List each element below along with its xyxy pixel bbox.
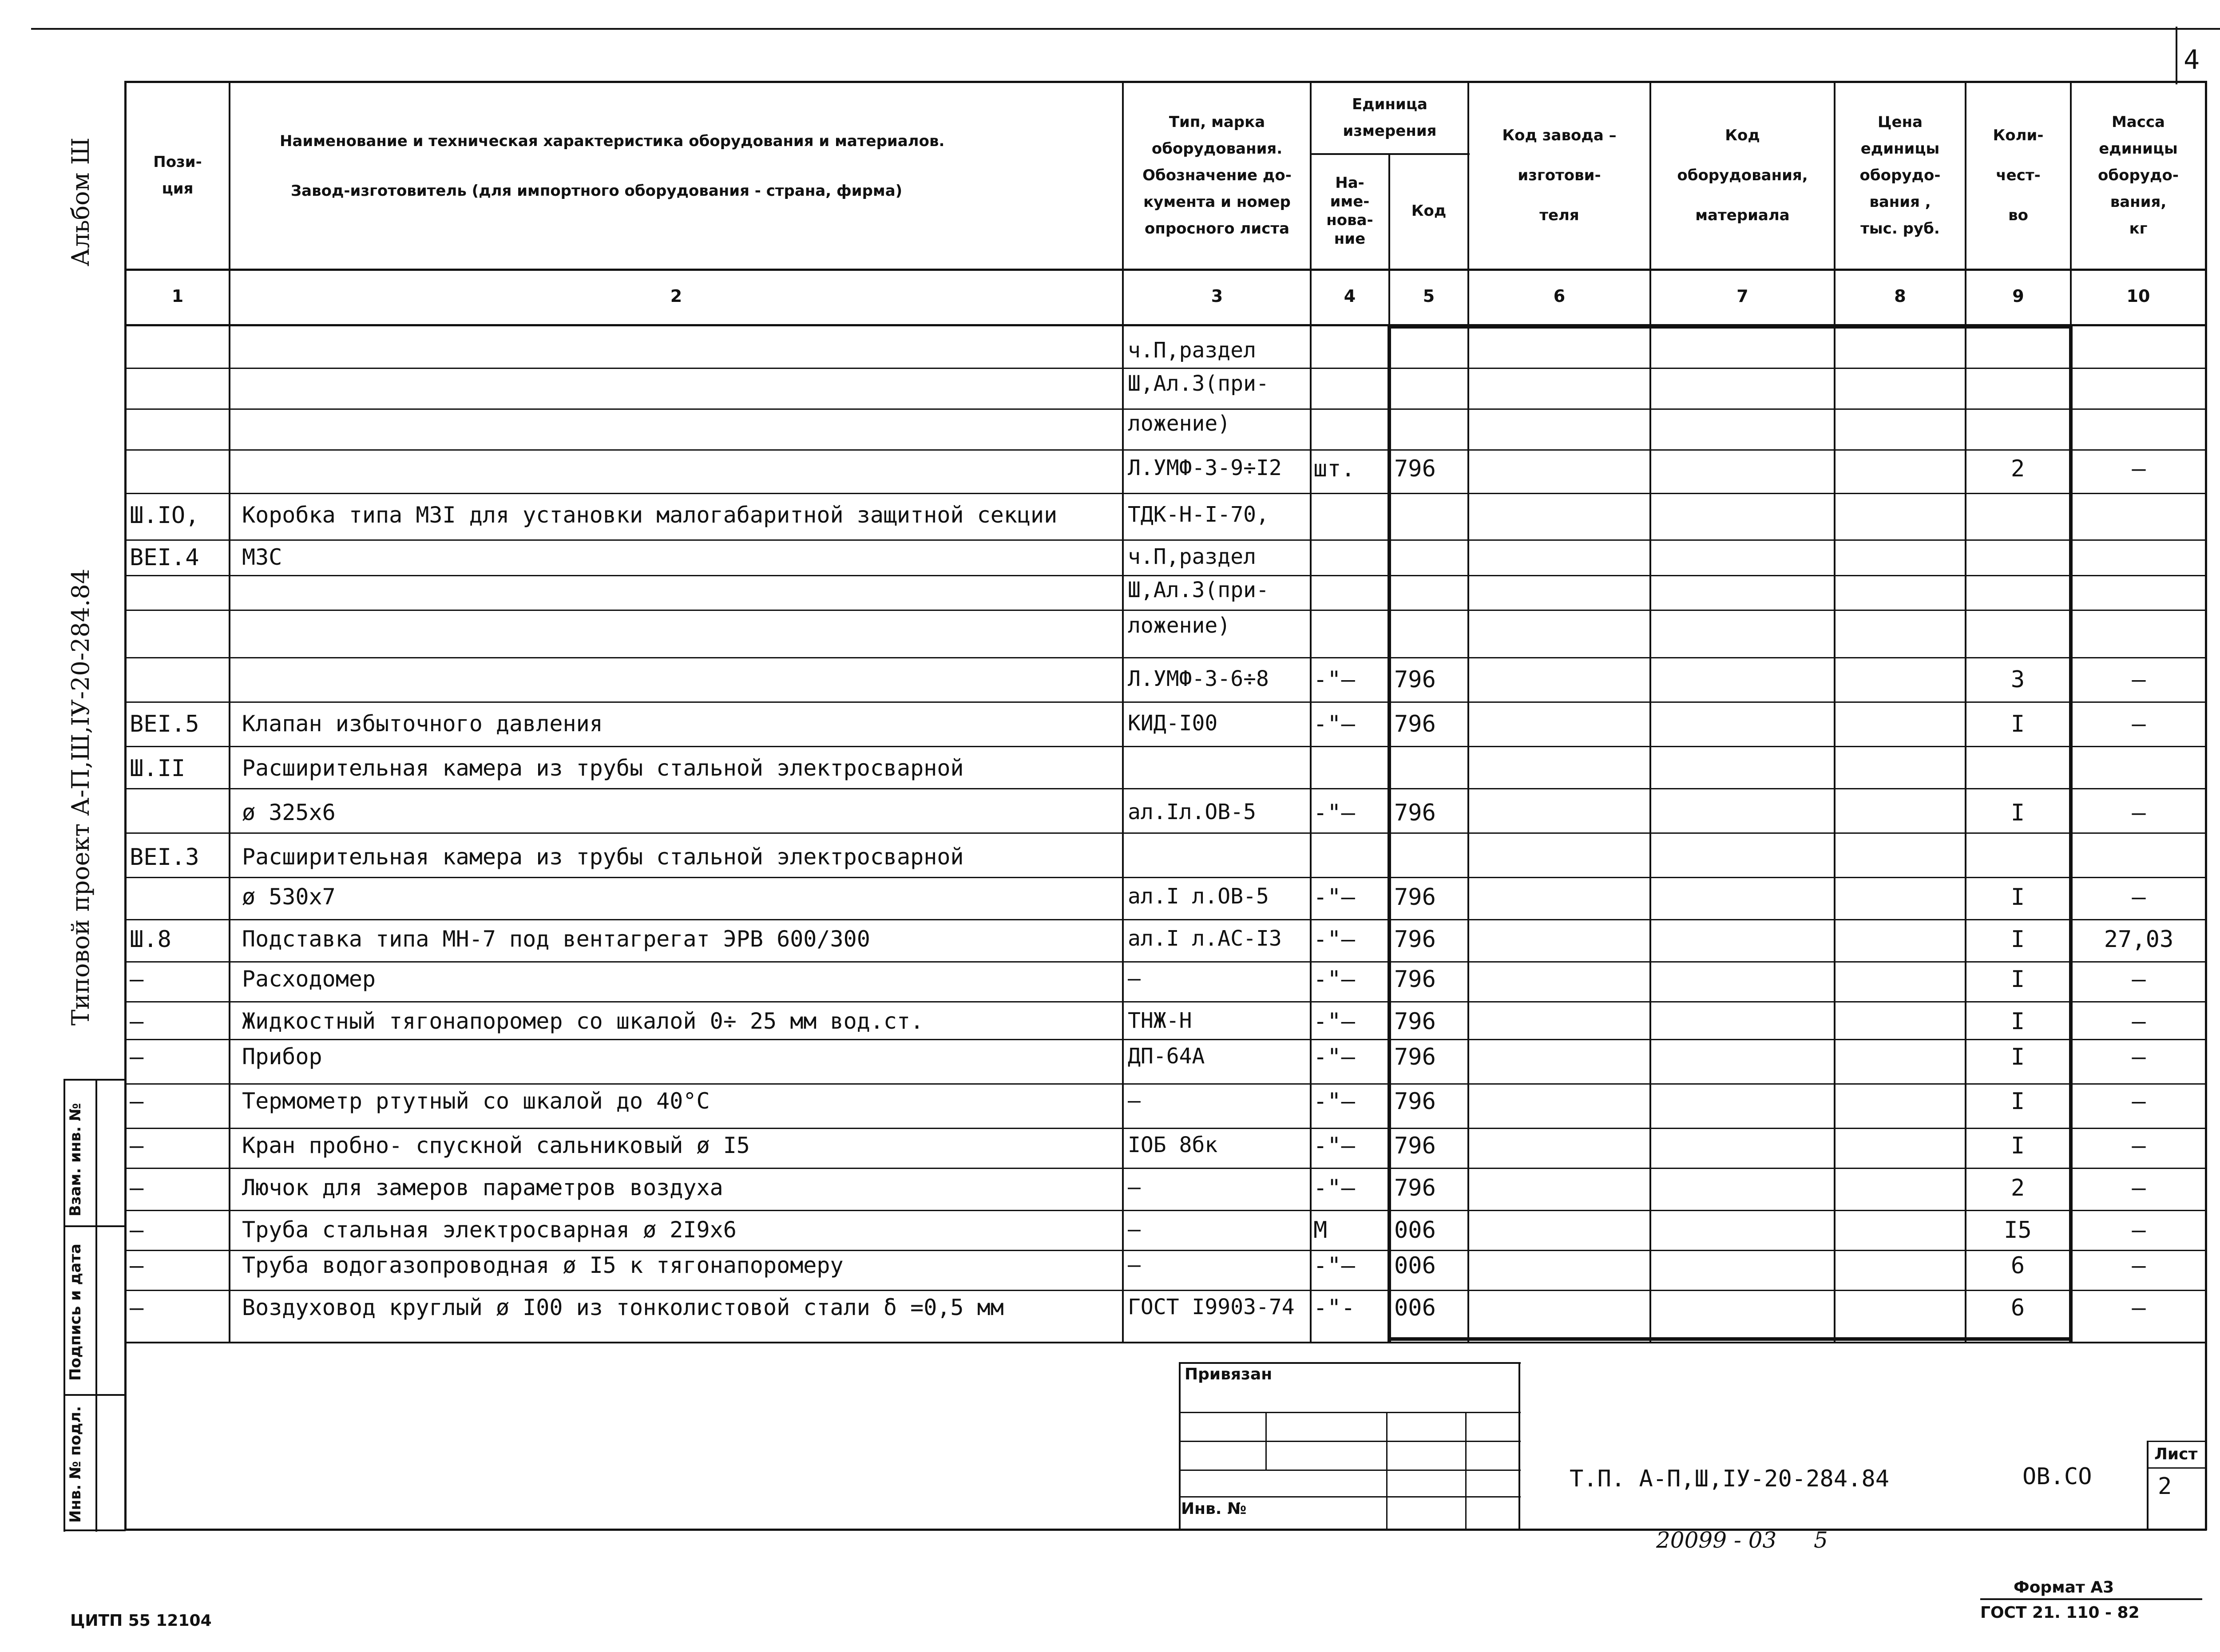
cell-pos: – — [130, 1008, 144, 1035]
colnum-4: 4 — [1344, 286, 1356, 306]
titleblock-row2 — [1179, 1441, 1521, 1442]
colnum-9: 9 — [2012, 286, 2024, 306]
cell-pos: ВЕI.5 — [130, 711, 199, 737]
colnum-5: 5 — [1423, 286, 1435, 306]
project-label: Типовой проект А-П,Ш,IУ-20-284.84 — [67, 568, 95, 1026]
row-divider — [124, 408, 2207, 410]
table-top-line — [124, 81, 2207, 83]
cell-mass: 27,03 — [2104, 926, 2174, 953]
cell-qty: I — [2010, 1088, 2025, 1115]
cell-code: 796 — [1394, 1008, 1436, 1035]
cell-unit: -"– — [1313, 966, 1355, 993]
cell-unit: шт. — [1313, 456, 1355, 482]
cell-name: Расходомер — [242, 966, 376, 992]
cell-name: Клапан избыточного давления — [242, 711, 603, 737]
cell-pos: Ш.IО, — [130, 502, 199, 529]
cell-pos: – — [130, 1252, 144, 1279]
top-border-line — [31, 28, 2220, 30]
cell-type: ТНЖ-Н — [1128, 1008, 1192, 1033]
album-label: Альбом Ш — [67, 137, 95, 266]
cell-type: ложение) — [1128, 411, 1231, 436]
titleblock-col1 — [1265, 1412, 1267, 1470]
cell-code: 796 — [1394, 884, 1436, 911]
cell-mass: – — [2132, 1252, 2146, 1279]
cell-mass: – — [2132, 1295, 2146, 1321]
row-divider — [124, 493, 2207, 494]
cell-name: ø 325х6 — [242, 800, 336, 825]
colnum-10: 10 — [2126, 286, 2150, 306]
sheet-box-top — [2147, 1441, 2207, 1442]
header-plant-code: Код завода – изготови- теля — [1502, 127, 1617, 224]
row-divider — [124, 1083, 2207, 1085]
cell-mass: – — [2132, 1088, 2146, 1115]
cell-qty: 3 — [2010, 666, 2025, 693]
cell-unit: -"– — [1313, 1133, 1355, 1159]
main-bottom-line — [124, 1529, 2207, 1531]
cell-type: КИД-I00 — [1128, 711, 1218, 736]
cell-type: ал.I л.АС-I3 — [1128, 926, 1282, 951]
header-mass: Масса единицы оборудо- вания, кг — [2098, 113, 2179, 238]
row-divider — [124, 701, 2207, 703]
cell-qty: 2 — [2010, 1175, 2025, 1201]
colnum-2: 2 — [670, 286, 682, 306]
cell-mass: – — [2132, 711, 2146, 737]
stamp-col-bottom — [63, 1529, 126, 1531]
col-line-2 — [1122, 81, 1124, 1343]
cell-code: 006 — [1394, 1252, 1436, 1279]
header-price: Цена единицы оборудо- вания , тыс. руб. — [1859, 113, 1941, 238]
header-name-line2: Завод-изготовитель (для импортного оборудования - страна, фирма) — [291, 182, 903, 200]
header-unit-code: Код — [1411, 202, 1447, 220]
row-divider — [124, 1210, 2207, 1211]
row-divider — [124, 961, 2207, 963]
cell-type: ч.П,раздел — [1128, 544, 1256, 569]
cell-name: Труба стальная электросварная ø 2I9х6 — [242, 1217, 737, 1243]
cell-qty: I — [2010, 1044, 2025, 1070]
colnum-7: 7 — [1736, 286, 1748, 306]
sheet-box-mid — [2147, 1467, 2207, 1469]
cell-code: 796 — [1394, 1175, 1436, 1201]
footer-left: ЦИТП 55 12104 — [70, 1612, 212, 1630]
cell-name: Термометр ртутный со шкалой до 40°С — [242, 1088, 710, 1114]
titleblock-row1 — [1179, 1412, 1521, 1413]
colnum-3: 3 — [1211, 286, 1223, 306]
cell-type: ал.Iл.ОВ-5 — [1128, 800, 1256, 824]
cell-unit: -"– — [1313, 800, 1355, 826]
cell-code: 796 — [1394, 800, 1436, 826]
stamp-col-mid — [95, 1079, 97, 1532]
cell-type: ДП-64А — [1128, 1044, 1205, 1069]
cell-code: 796 — [1394, 926, 1436, 953]
cell-mass: – — [2132, 1008, 2146, 1035]
cell-type: – — [1128, 966, 1141, 991]
cell-unit: М — [1313, 1217, 1328, 1244]
designation: Т.П. А-П,Ш,IУ-20-284.84 — [1570, 1466, 1890, 1492]
cell-mass: – — [2132, 1217, 2146, 1244]
titleblock-top — [1179, 1362, 1521, 1364]
cell-unit: -"– — [1313, 711, 1355, 737]
titleblock-row3 — [1179, 1470, 1521, 1471]
titleblock-col3 — [1465, 1412, 1467, 1529]
col-line-7 — [1834, 81, 1835, 1343]
header-type: Тип, марка оборудования. Обозначение до- кумента и номер опросного листа — [1142, 113, 1292, 238]
bold-area-left — [1388, 325, 1391, 1343]
vzam-inv-label: Взам. инв. № — [67, 1103, 84, 1216]
cell-type: ал.I л.ОВ-5 — [1128, 884, 1269, 909]
table-right-line — [2205, 81, 2207, 1530]
cell-unit: -"– — [1313, 666, 1355, 693]
cell-name: Жидкостный тягонапоромер со шкалой 0÷ 25 мм вод.ст. — [242, 1008, 924, 1034]
section-code: ОВ.СО — [2022, 1463, 2092, 1490]
cell-pos: Ш.II — [130, 755, 186, 782]
cell-qty: I — [2010, 1008, 2025, 1035]
archive-sheet: 5 — [1814, 1527, 1828, 1553]
privyazan-label: Привязан — [1185, 1365, 1273, 1383]
cell-unit: -"– — [1313, 884, 1355, 911]
cell-type: Л.УМФ-3-9÷I2 — [1128, 456, 1282, 480]
cell-code: 796 — [1394, 666, 1436, 693]
cell-unit: -"– — [1313, 1044, 1355, 1070]
row-divider — [124, 1250, 2207, 1251]
cell-pos: – — [130, 1175, 144, 1201]
cell-code: 796 — [1394, 1088, 1436, 1115]
cell-mass: – — [2132, 966, 2146, 993]
cell-qty: 6 — [2010, 1252, 2025, 1279]
stamp-div-2 — [63, 1394, 126, 1396]
cell-qty: I — [2010, 926, 2025, 953]
header-bottom-line — [124, 269, 2207, 271]
cell-type: ч.П,раздел — [1128, 338, 1256, 363]
cell-code: 006 — [1394, 1217, 1436, 1244]
cell-type: – — [1128, 1252, 1141, 1277]
cell-code: 796 — [1394, 966, 1436, 993]
cell-qty: I — [2010, 884, 2025, 911]
row-divider — [124, 610, 2207, 611]
cell-pos: ВЕI.4 — [130, 544, 199, 571]
bold-area-right — [2069, 325, 2073, 1343]
titleblock-right — [1518, 1362, 1520, 1531]
footer-gost-line — [1980, 1598, 2202, 1600]
cell-type: ложение) — [1128, 613, 1231, 638]
cell-name: МЗС — [242, 544, 282, 570]
row-divider — [124, 746, 2207, 747]
footer-gost: ГОСТ 21. 110 - 82 — [1980, 1604, 2140, 1622]
stamp-col-top — [63, 1079, 126, 1081]
header-quantity: Коли- чест- во — [1993, 127, 2044, 224]
cell-mass: – — [2132, 666, 2146, 693]
archive-number: 20099 - 03 — [1656, 1527, 1777, 1553]
titleblock-row4 — [1179, 1496, 1521, 1497]
bold-area-top — [1388, 325, 2072, 329]
row-divider — [124, 1168, 2207, 1169]
cell-unit: -"- — [1313, 1295, 1355, 1321]
cell-unit: -"– — [1313, 1252, 1355, 1279]
cell-unit: -"– — [1313, 1008, 1355, 1035]
cell-qty: I — [2010, 966, 2025, 993]
col-line-6 — [1649, 81, 1651, 1343]
cell-pos: – — [130, 1217, 144, 1244]
cell-mass: – — [2132, 456, 2146, 482]
row-divider — [124, 657, 2207, 658]
cell-type: ГОСТ I9903-74 — [1128, 1295, 1295, 1319]
list-number: 2 — [2158, 1473, 2172, 1500]
header-unit-group: Единица измерения — [1343, 95, 1437, 140]
cell-pos: ВЕI.3 — [130, 844, 199, 871]
header-unit-name: На- име- нова- ние — [1326, 174, 1373, 248]
cell-unit: -"– — [1313, 926, 1355, 953]
cell-name: Труба водогазопроводная ø I5 к тягонапоромеру — [242, 1252, 844, 1278]
cell-name: Подставка типа МН-7 под вентагрегат ЭРВ 600/300 — [242, 926, 870, 952]
inv-no-label: Инв. № — [1181, 1500, 1247, 1518]
cell-unit: -"– — [1313, 1088, 1355, 1115]
page-number: 4 — [2184, 44, 2200, 75]
cell-qty: 2 — [2010, 456, 2025, 482]
row-divider — [124, 877, 2207, 878]
cell-type: Л.УМФ-3-6÷8 — [1128, 666, 1269, 691]
row-divider — [124, 1290, 2207, 1291]
cell-name: ø 530х7 — [242, 884, 336, 910]
cell-qty: I — [2010, 800, 2025, 826]
cell-type: – — [1128, 1217, 1141, 1242]
row-divider — [124, 1039, 2207, 1040]
cell-pos: Ш.8 — [130, 926, 171, 953]
titleblock-left — [1179, 1362, 1181, 1531]
stamp-div-1 — [63, 1225, 126, 1227]
list-label: Лист — [2154, 1445, 2198, 1463]
page-number-box-line — [2176, 27, 2177, 84]
cell-code: 006 — [1394, 1295, 1436, 1321]
cell-qty: I — [2010, 1133, 2025, 1159]
cell-mass: – — [2132, 1044, 2146, 1070]
cell-qty: 6 — [2010, 1295, 2025, 1321]
inv-podl-label: Инв. № подл. — [67, 1406, 84, 1523]
footer-format: Формат А3 — [2014, 1578, 2114, 1597]
cell-type: – — [1128, 1175, 1141, 1200]
cell-mass: – — [2132, 1175, 2146, 1201]
cell-pos: – — [130, 1088, 144, 1115]
cell-type: – — [1128, 1088, 1141, 1113]
cell-name: Прибор — [242, 1044, 322, 1070]
cell-type: ТДК-Н-I-70, — [1128, 502, 1269, 527]
cell-name: Коробка типа МЗI для установки малогабаритной защитной секции — [242, 502, 1058, 528]
colnum-6: 6 — [1553, 286, 1566, 306]
cell-name: Расширительная камера из трубы стальной электросварной — [242, 755, 964, 781]
titleblock-col2 — [1386, 1412, 1388, 1529]
row-divider — [124, 1128, 2207, 1129]
col-line-3 — [1310, 81, 1312, 1343]
cell-type: Ш,Ал.3(при- — [1128, 578, 1269, 602]
bold-area-bottom — [1388, 1337, 2072, 1341]
cell-name: Воздуховод круглый ø I00 из тонколистовой стали δ =0,5 мм — [242, 1295, 1004, 1320]
cell-pos: – — [130, 966, 144, 993]
cell-qty: I5 — [2004, 1217, 2032, 1244]
col-line-1 — [229, 81, 230, 1343]
row-divider — [124, 575, 2207, 576]
cell-code: 796 — [1394, 456, 1436, 482]
cell-pos: – — [130, 1044, 144, 1070]
row-divider — [124, 449, 2207, 451]
colnum-8: 8 — [1894, 286, 1906, 306]
header-name-line1: Наименование и техническая характеристика оборудования и материалов. — [280, 132, 945, 150]
row-divider — [124, 539, 2207, 541]
cell-code: 796 — [1394, 1044, 1436, 1070]
cell-mass: – — [2132, 1133, 2146, 1159]
cell-qty: I — [2010, 711, 2025, 737]
cell-mass: – — [2132, 884, 2146, 911]
row-divider — [124, 919, 2207, 920]
cell-pos: – — [130, 1133, 144, 1159]
sheet-box-left — [2147, 1441, 2149, 1529]
header-equipment-code: Код оборудования, материала — [1677, 127, 1808, 224]
col-line-5 — [1467, 81, 1469, 1343]
colnum-1: 1 — [171, 286, 184, 306]
cell-type: Ш,Ал.3(при- — [1128, 371, 1269, 396]
cell-type: IОБ 8бк — [1128, 1133, 1218, 1157]
cell-code: 796 — [1394, 711, 1436, 737]
header-position: Пози- ция — [153, 153, 202, 198]
col-line-8 — [1965, 81, 1966, 1343]
row-divider — [124, 788, 2207, 789]
cell-pos: – — [130, 1295, 144, 1321]
table-bottom-line — [124, 1342, 2207, 1343]
cell-name: Кран пробно- спускной сальниковый ø I5 — [242, 1133, 750, 1158]
row-divider — [124, 832, 2207, 834]
cell-mass: – — [2132, 800, 2146, 826]
cell-unit: -"– — [1313, 1175, 1355, 1201]
row-divider — [124, 1001, 2207, 1002]
podpis-data-label: Подпись и дата — [67, 1244, 84, 1381]
cell-name: Расширительная камера из трубы стальной электросварной — [242, 844, 964, 870]
cell-name: Лючок для замеров параметров воздуха — [242, 1175, 723, 1200]
cell-code: 796 — [1394, 1133, 1436, 1159]
stamp-col-left — [63, 1079, 65, 1532]
row-divider — [124, 368, 2207, 369]
